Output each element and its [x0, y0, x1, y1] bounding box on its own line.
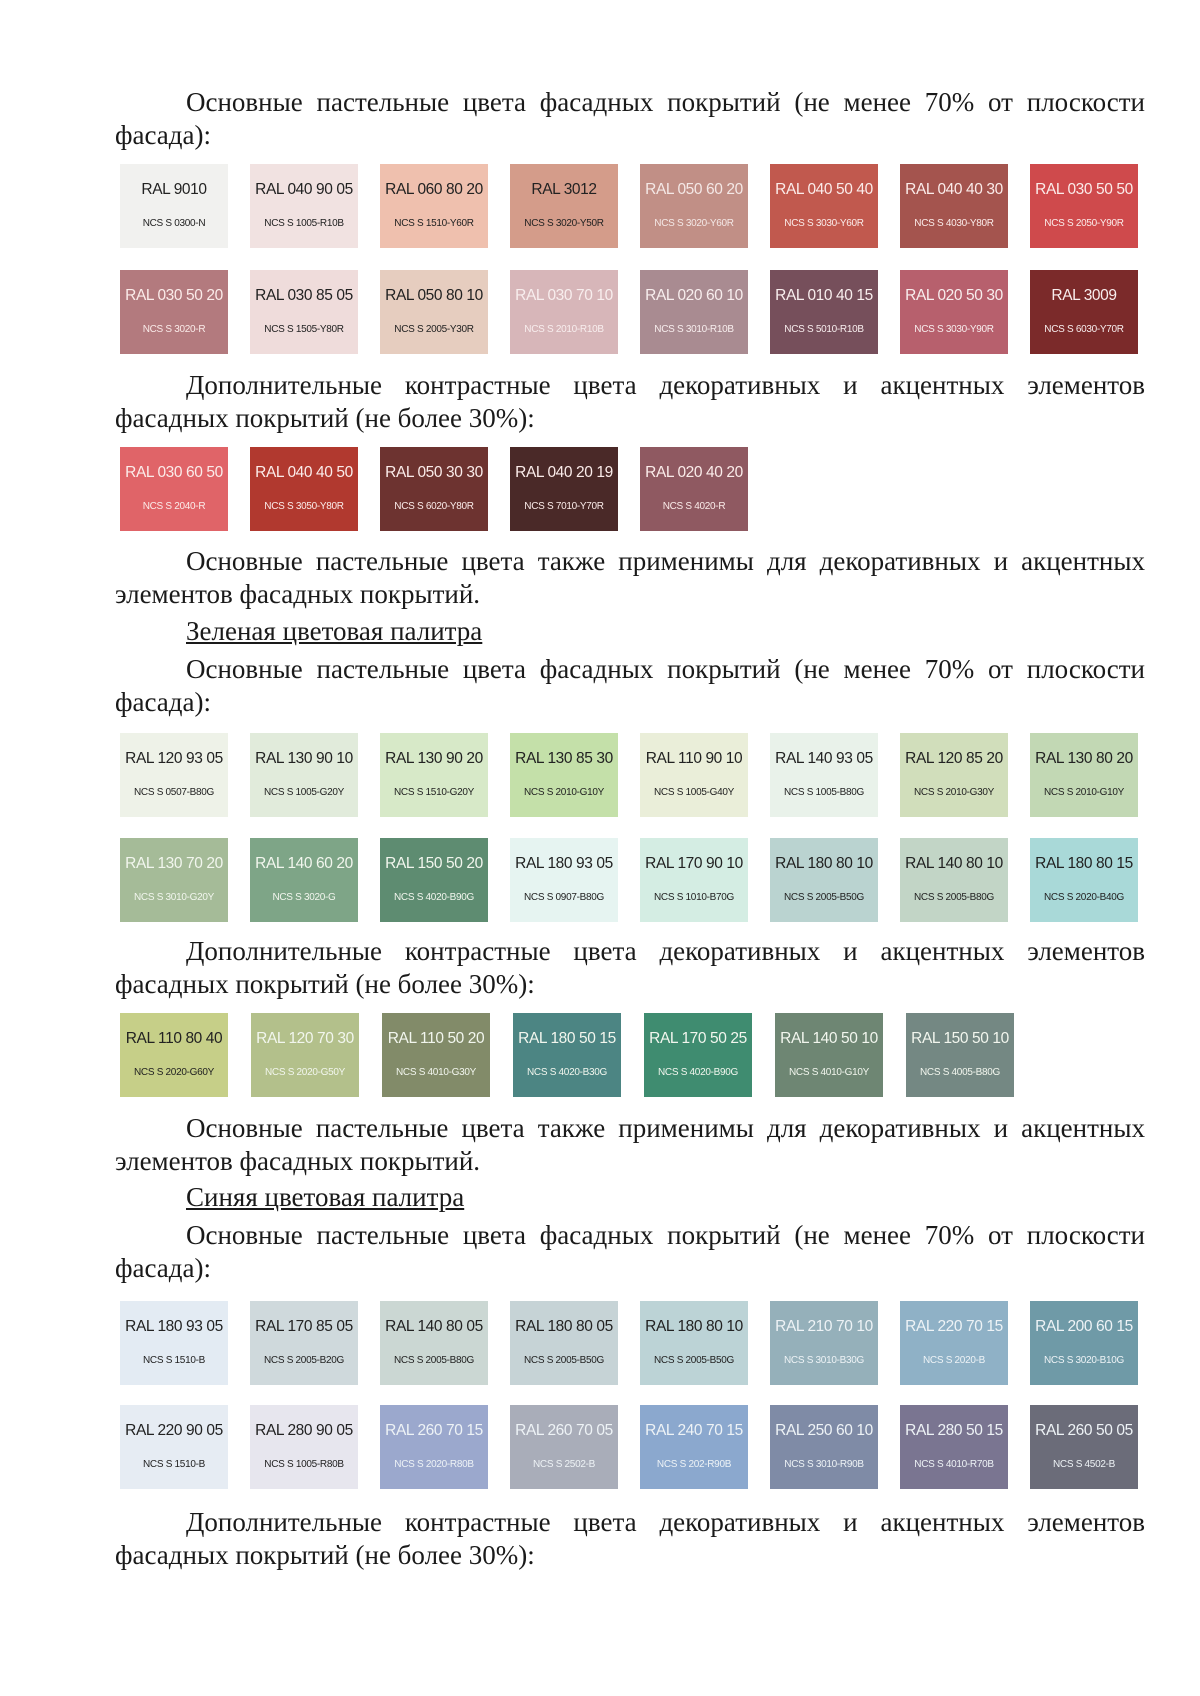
swatch-ncs-code: NCS S 2020-G60Y: [134, 1067, 214, 1078]
swatch-ncs-code: NCS S 1510-B: [143, 1459, 205, 1470]
color-swatch: [250, 733, 358, 817]
color-swatch: [510, 447, 618, 531]
swatch-ral-code: RAL 130 85 30: [515, 750, 613, 767]
color-swatch: [120, 1301, 228, 1385]
color-swatch: [900, 270, 1008, 354]
swatch-ncs-code: NCS S 2020-G50Y: [265, 1067, 345, 1078]
swatch-ncs-code: NCS S 4005-B80G: [920, 1067, 1000, 1078]
color-swatch: [1030, 1405, 1138, 1489]
swatch-ncs-code: NCS S 2005-B20G: [264, 1355, 344, 1366]
swatch-ral-code: RAL 040 50 40: [775, 181, 873, 198]
swatch-ral-code: RAL 040 20 19: [515, 464, 613, 481]
swatch-ral-code: RAL 150 50 20: [385, 855, 483, 872]
swatch-ncs-code: NCS S 3010-R90B: [784, 1459, 864, 1470]
swatch-ral-code: RAL 130 90 20: [385, 750, 483, 767]
swatch-ncs-code: NCS S 4020-B90G: [394, 892, 474, 903]
red-extra-intro-line-2: фасадных покрытий (не более 30%):: [115, 403, 535, 433]
swatch-ncs-code: NCS S 2010-G30Y: [914, 787, 994, 798]
swatch-ncs-code: NCS S 3020-R: [142, 324, 206, 335]
swatch-ncs-code: NCS S 1005-G20Y: [264, 787, 344, 798]
color-swatch: [120, 447, 228, 531]
swatch-ncs-code: NCS S 2050-Y90R: [1044, 218, 1124, 229]
swatch-ncs-code: NCS S 2010-R10B: [524, 324, 604, 335]
color-swatch: [900, 1405, 1008, 1489]
red-outro-line-2: элементов фасадных покрытий.: [115, 579, 481, 609]
color-swatch: [640, 1405, 748, 1489]
color-swatch: [382, 1013, 490, 1097]
swatch-ral-code: RAL 9010: [141, 181, 207, 198]
color-swatch: [120, 1405, 228, 1489]
color-swatch: [510, 164, 618, 248]
swatch-ral-code: RAL 110 50 20: [387, 1030, 485, 1047]
swatch-ncs-code: NCS S 4020-B90G: [658, 1067, 738, 1078]
swatch-ncs-code: NCS S 2502-B: [533, 1459, 595, 1470]
swatch-ncs-code: NCS S 4502-B: [1053, 1459, 1115, 1470]
color-swatch: [775, 1013, 883, 1097]
swatch-ral-code: RAL 120 85 20: [905, 750, 1003, 767]
swatch-ncs-code: NCS S 2005-Y30R: [394, 324, 474, 335]
swatch-ncs-code: NCS S 2020-B: [923, 1355, 985, 1366]
color-swatch: [120, 1013, 228, 1097]
swatch-ncs-code: NCS S 2040-R: [142, 501, 206, 512]
swatch-ncs-code: NCS S 3010-R10B: [654, 324, 734, 335]
green-outro-line-1: Основные пастельные цвета также применимы для декоративных и акцентных: [186, 1113, 1145, 1143]
swatch-ncs-code: NCS S 2020-R80B: [394, 1459, 474, 1470]
color-swatch: [640, 164, 748, 248]
swatch-ral-code: RAL 260 50 05: [1035, 1422, 1133, 1439]
swatch-ncs-code: NCS S 1510-B: [143, 1355, 205, 1366]
swatch-ral-code: RAL 180 93 05: [125, 1318, 223, 1335]
color-swatch: [1030, 164, 1138, 248]
color-swatch: [120, 164, 228, 248]
swatch-ncs-code: NCS S 3020-B10G: [1044, 1355, 1124, 1366]
swatch-ral-code: RAL 020 60 10: [645, 287, 743, 304]
green-outro-line-2: элементов фасадных покрытий.: [115, 1146, 481, 1176]
green-main-intro-line-1: Основные пастельные цвета фасадных покрытий (не менее 70% от плоскости: [186, 654, 1145, 684]
swatch-ral-code: RAL 170 50 25: [649, 1030, 747, 1047]
swatch-ral-code: RAL 030 85 05: [255, 287, 353, 304]
color-swatch: [251, 1013, 359, 1097]
color-swatch: [250, 1405, 358, 1489]
color-swatch: [380, 1301, 488, 1385]
swatch-ral-code: RAL 030 50 50: [1035, 181, 1133, 198]
color-swatch: [510, 733, 618, 817]
color-swatch: [120, 270, 228, 354]
swatch-ral-code: RAL 180 80 10: [645, 1318, 743, 1335]
color-swatch: [380, 1405, 488, 1489]
swatch-ncs-code: NCS S 1005-R80B: [264, 1459, 344, 1470]
swatch-ncs-code: NCS S 2005-B80G: [394, 1355, 474, 1366]
color-swatch: [250, 447, 358, 531]
color-swatch: [900, 838, 1008, 922]
swatch-ncs-code: NCS S 4020-B30G: [527, 1067, 607, 1078]
swatch-ral-code: RAL 040 90 05: [255, 181, 353, 198]
swatch-ral-code: RAL 120 93 05: [125, 750, 223, 767]
swatch-ncs-code: NCS S 1005-G40Y: [654, 787, 734, 798]
color-swatch: [906, 1013, 1014, 1097]
swatch-ral-code: RAL 030 70 10: [515, 287, 613, 304]
swatch-ral-code: RAL 140 93 05: [775, 750, 873, 767]
blue-palette-heading: Синяя цветовая палитра: [186, 1182, 465, 1212]
swatch-ncs-code: NCS S 5010-R10B: [784, 324, 864, 335]
swatch-ncs-code: NCS S 1505-Y80R: [264, 324, 344, 335]
swatch-ncs-code: NCS S 7010-Y70R: [524, 501, 604, 512]
swatch-ncs-code: NCS S 1510-Y60R: [394, 218, 474, 229]
swatch-ncs-code: NCS S 2005-B80G: [914, 892, 994, 903]
swatch-ral-code: RAL 130 80 20: [1035, 750, 1133, 767]
swatch-ncs-code: NCS S 0507-B80G: [134, 787, 214, 798]
color-swatch: [1030, 733, 1138, 817]
swatch-ncs-code: NCS S 3020-Y60R: [654, 218, 734, 229]
swatch-ncs-code: NCS S 4010-G30Y: [396, 1067, 476, 1078]
swatch-ral-code: RAL 110 90 10: [645, 750, 743, 767]
color-swatch: [1030, 270, 1138, 354]
swatch-ral-code: RAL 180 80 05: [515, 1318, 613, 1335]
color-swatch: [510, 270, 618, 354]
swatch-ral-code: RAL 180 80 15: [1035, 855, 1133, 872]
green-extra-intro: [115, 935, 1145, 1001]
swatch-ral-code: RAL 280 90 05: [255, 1422, 353, 1439]
swatch-ral-code: RAL 050 80 10: [385, 287, 483, 304]
swatch-ncs-code: NCS S 6020-Y80R: [394, 501, 474, 512]
color-swatch: [640, 733, 748, 817]
swatch-ral-code: RAL 040 40 30: [905, 181, 1003, 198]
swatch-ral-code: RAL 020 40 20: [645, 464, 743, 481]
color-swatch: [380, 733, 488, 817]
color-swatch: [250, 1301, 358, 1385]
swatch-ral-code: RAL 180 80 10: [775, 855, 873, 872]
swatch-ncs-code: NCS S 3020-G: [272, 892, 336, 903]
color-swatch: [640, 270, 748, 354]
swatch-ncs-code: NCS S 4010-G10Y: [789, 1067, 869, 1078]
swatch-ral-code: RAL 210 70 10: [775, 1318, 873, 1335]
swatch-ral-code: RAL 110 80 40: [125, 1030, 223, 1047]
swatch-ncs-code: NCS S 2010-G10Y: [1044, 787, 1124, 798]
swatch-ncs-code: NCS S 0300-N: [142, 218, 206, 229]
color-swatch: [644, 1013, 752, 1097]
swatch-ncs-code: NCS S 3030-Y90R: [914, 324, 994, 335]
color-swatch: [1030, 838, 1138, 922]
color-swatch: [770, 1301, 878, 1385]
swatch-ncs-code: NCS S 4030-Y80R: [914, 218, 994, 229]
swatch-ral-code: RAL 020 50 30: [905, 287, 1003, 304]
swatch-ral-code: RAL 170 85 05: [255, 1318, 353, 1335]
color-swatch: [380, 270, 488, 354]
swatch-ral-code: RAL 3009: [1051, 287, 1117, 304]
swatch-ral-code: RAL 060 80 20: [385, 181, 483, 198]
green-main-intro: [115, 653, 1145, 719]
swatch-ral-code: RAL 3012: [531, 181, 597, 198]
color-swatch: [250, 838, 358, 922]
color-swatch: [510, 1301, 618, 1385]
swatch-ncs-code: NCS S 1510-G20Y: [394, 787, 474, 798]
swatch-ral-code: RAL 240 70 15: [645, 1422, 743, 1439]
color-swatch: [900, 1301, 1008, 1385]
swatch-ral-code: RAL 050 30 30: [385, 464, 483, 481]
swatch-ral-code: RAL 130 90 10: [255, 750, 353, 767]
green-outro: [115, 1112, 1145, 1178]
color-swatch: [380, 447, 488, 531]
color-swatch: [380, 164, 488, 248]
swatch-ncs-code: NCS S 0907-B80G: [524, 892, 604, 903]
red-main-intro-line-1: Основные пастельные цвета фасадных покрытий (не менее 70% от плоскости: [186, 87, 1145, 117]
swatch-ral-code: RAL 120 70 30: [256, 1030, 354, 1047]
swatch-ral-code: RAL 140 50 10: [780, 1030, 878, 1047]
color-swatch: [640, 838, 748, 922]
swatch-ncs-code: NCS S 1010-B70G: [654, 892, 734, 903]
swatch-ral-code: RAL 200 60 15: [1035, 1318, 1133, 1335]
swatch-ral-code: RAL 030 60 50: [125, 464, 223, 481]
swatch-ral-code: RAL 280 50 15: [905, 1422, 1003, 1439]
color-swatch: [900, 733, 1008, 817]
green-extra-intro-line-2: фасадных покрытий (не более 30%):: [115, 969, 535, 999]
red-main-intro-line-2: фасада):: [115, 120, 211, 150]
swatch-ral-code: RAL 180 93 05: [515, 855, 613, 872]
swatch-ral-code: RAL 220 70 15: [905, 1318, 1003, 1335]
blue-extra-intro: [115, 1506, 1145, 1572]
swatch-ncs-code: NCS S 3020-Y50R: [524, 218, 604, 229]
swatch-ncs-code: NCS S 3030-Y60R: [784, 218, 864, 229]
color-swatch: [770, 1405, 878, 1489]
color-swatch: [510, 1405, 618, 1489]
swatch-ncs-code: NCS S 2010-G10Y: [524, 787, 604, 798]
color-swatch: [640, 1301, 748, 1385]
color-swatch: [770, 164, 878, 248]
swatch-ral-code: RAL 130 70 20: [125, 855, 223, 872]
color-swatch: [1030, 1301, 1138, 1385]
blue-extra-intro-line-1: Дополнительные контрастные цвета декоративных и акцентных элементов: [186, 1507, 1145, 1537]
color-swatch: [770, 838, 878, 922]
green-main-intro-line-2: фасада):: [115, 687, 211, 717]
swatch-ral-code: RAL 010 40 15: [775, 287, 873, 304]
color-swatch: [640, 447, 748, 531]
swatch-ral-code: RAL 140 80 05: [385, 1318, 483, 1335]
green-palette-heading: Зеленая цветовая палитра: [186, 616, 483, 646]
swatch-ral-code: RAL 220 90 05: [125, 1422, 223, 1439]
swatch-ral-code: RAL 050 60 20: [645, 181, 743, 198]
swatch-ncs-code: NCS S 2005-B50G: [524, 1355, 604, 1366]
color-swatch: [250, 270, 358, 354]
swatch-ral-code: RAL 030 50 20: [125, 287, 223, 304]
swatch-ral-code: RAL 170 90 10: [645, 855, 743, 872]
blue-extra-intro-line-2: фасадных покрытий (не более 30%):: [115, 1540, 535, 1570]
color-swatch: [510, 838, 618, 922]
swatch-ncs-code: NCS S 202-R90B: [656, 1459, 732, 1470]
blue-main-intro-line-2: фасада):: [115, 1253, 211, 1283]
color-swatch: [770, 733, 878, 817]
swatch-ral-code: RAL 260 70 15: [385, 1422, 483, 1439]
color-swatch: [900, 164, 1008, 248]
color-swatch: [513, 1013, 621, 1097]
swatch-ral-code: RAL 250 60 10: [775, 1422, 873, 1439]
swatch-ncs-code: NCS S 3010-G20Y: [134, 892, 214, 903]
swatch-ncs-code: NCS S 2005-B50G: [784, 892, 864, 903]
swatch-ral-code: RAL 180 50 15: [518, 1030, 616, 1047]
swatch-ncs-code: NCS S 2020-B40G: [1044, 892, 1124, 903]
red-extra-intro: [115, 369, 1145, 435]
color-swatch: [250, 164, 358, 248]
swatch-ncs-code: NCS S 1005-R10B: [264, 218, 344, 229]
swatch-ncs-code: NCS S 1005-B80G: [784, 787, 864, 798]
red-extra-intro-line-1: Дополнительные контрастные цвета декоративных и акцентных элементов: [186, 370, 1145, 400]
swatch-ral-code: RAL 140 80 10: [905, 855, 1003, 872]
swatch-ral-code: RAL 260 70 05: [515, 1422, 613, 1439]
color-swatch: [380, 838, 488, 922]
swatch-ncs-code: NCS S 4010-R70B: [914, 1459, 994, 1470]
swatch-ncs-code: NCS S 6030-Y70R: [1044, 324, 1124, 335]
green-extra-intro-line-1: Дополнительные контрастные цвета декоративных и акцентных элементов: [186, 936, 1145, 966]
swatch-ral-code: RAL 140 60 20: [255, 855, 353, 872]
swatch-ncs-code: NCS S 3010-B30G: [784, 1355, 864, 1366]
color-swatch: [770, 270, 878, 354]
swatch-ral-code: RAL 040 40 50: [255, 464, 353, 481]
swatch-ncs-code: NCS S 3050-Y80R: [264, 501, 344, 512]
blue-main-intro-line-1: Основные пастельные цвета фасадных покрытий (не менее 70% от плоскости: [186, 1220, 1145, 1250]
swatch-ncs-code: NCS S 2005-B50G: [654, 1355, 734, 1366]
red-outro: [115, 545, 1145, 611]
color-swatch: [120, 733, 228, 817]
color-swatch: [120, 838, 228, 922]
swatch-ncs-code: NCS S 4020-R: [662, 501, 726, 512]
blue-main-intro: [115, 1219, 1145, 1285]
swatch-ral-code: RAL 150 50 10: [911, 1030, 1009, 1047]
red-main-intro: [115, 86, 1145, 152]
red-outro-line-1: Основные пастельные цвета также применимы для декоративных и акцентных: [186, 546, 1145, 576]
